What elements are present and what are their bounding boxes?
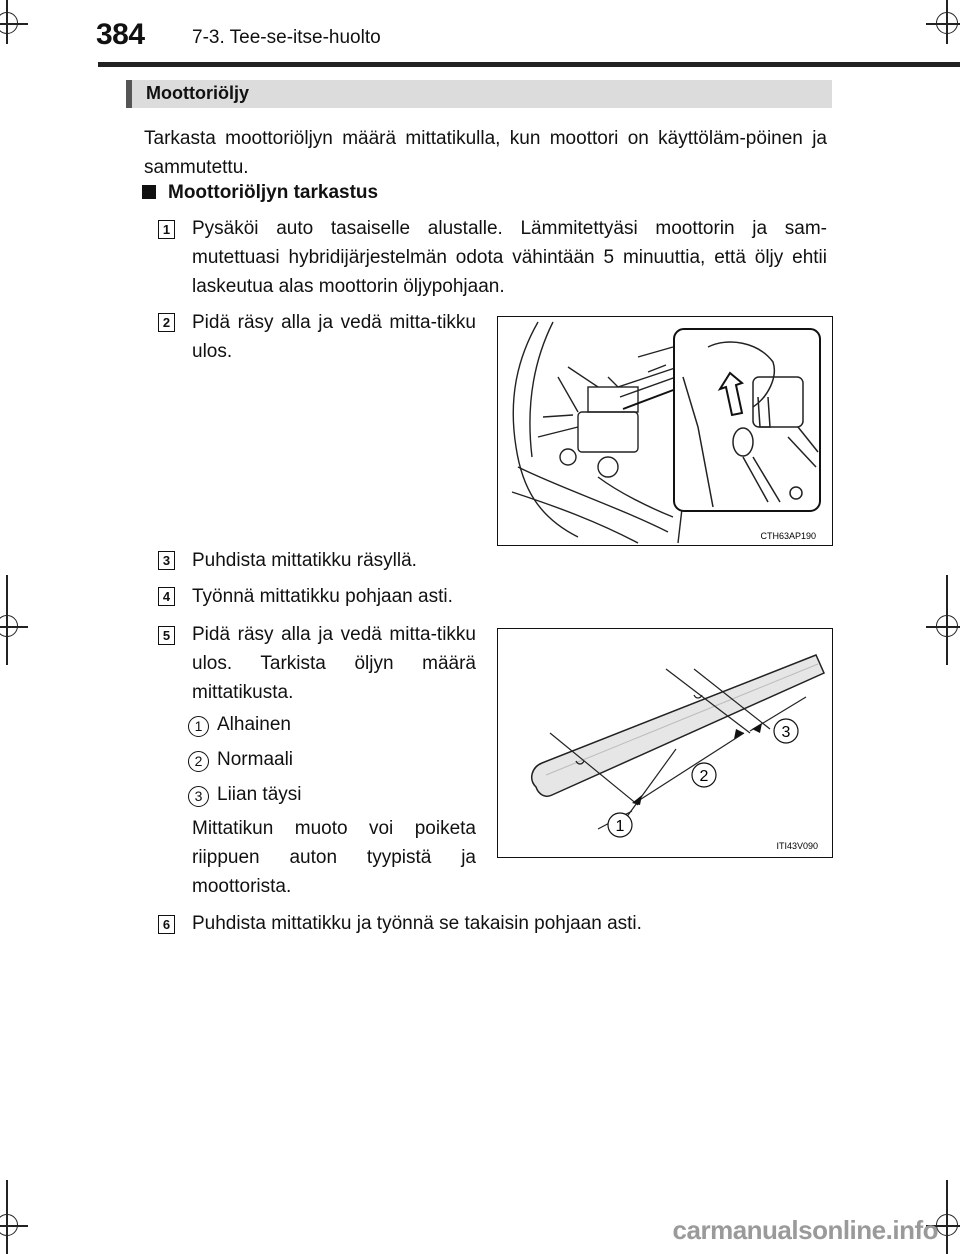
step-number-4: 4 (158, 587, 175, 606)
dipstick-note: Mittatikun muoto voi poiketa riippuen auton tyypistä ja moottorista. (192, 818, 476, 897)
dipstick-figure-code: ITI43V090 (776, 841, 818, 851)
step-number-1: 1 (158, 220, 175, 239)
level-label-3: Liian täysi (217, 784, 302, 805)
section-heading-bar (126, 80, 132, 108)
chapter-title: 7-3. Tee-se-itse-huolto (192, 27, 381, 48)
intro-paragraph: Tarkasta moottoriöljyn määrä mittatikulla, kun moottori on käyttöläm-pöinen ja sammutettu. (144, 128, 827, 178)
level-label-2: Normaali (217, 749, 294, 770)
engine-bay-illustration (498, 317, 832, 545)
dipstick-label-3: 3 (781, 724, 791, 741)
step-text-5: Pidä räsy alla ja vedä mitta-tikku ulos. Tarkista öljyn määrä mittatikusta. (192, 624, 476, 703)
step-number-6: 6 (158, 915, 175, 934)
dipstick-illustration (498, 629, 832, 857)
section-title: Moottoriöljy (146, 83, 249, 103)
section-heading (126, 80, 832, 108)
level-label-1: Alhainen (217, 714, 291, 735)
subsection-heading (142, 182, 378, 204)
step-number-3: 3 (158, 551, 175, 570)
header-rule (98, 62, 960, 67)
watermark: carmanualsonline.info (672, 1215, 938, 1245)
level-number-3: 3 (188, 786, 209, 807)
step-number-2: 2 (158, 313, 175, 332)
level-number-2: 2 (188, 751, 209, 772)
engine-bay-figure (497, 316, 833, 546)
dipstick-label-2: 2 (699, 768, 709, 785)
engine-figure-code: CTH63AP190 (760, 531, 816, 541)
step-text-6: Puhdista mittatikku ja työnnä se takaisin pohjaan asti. (192, 913, 642, 934)
dipstick-figure (497, 628, 833, 858)
step-number-5: 5 (158, 626, 175, 645)
square-bullet-icon (142, 185, 156, 199)
step-text-1: Pysäköi auto tasaiselle alustalle. Lämmitettyäsi moottorin ja sam-mutettuasi hybridijärjestelmän odota vähintään 5 minuuttia, että öljy ehtii laskeutua alas moottorin öljypohjaan. (192, 218, 827, 297)
level-number-1: 1 (188, 716, 209, 737)
step-text-4: Työnnä mittatikku pohjaan asti. (192, 586, 453, 607)
step-text-3: Puhdista mittatikku räsyllä. (192, 550, 417, 571)
subsection-title: Moottoriöljyn tarkastus (168, 182, 379, 203)
dipstick-label-1: 1 (615, 818, 625, 835)
page-number: 384 (96, 18, 145, 51)
step-text-2: Pidä räsy alla ja vedä mitta-tikku ulos. (192, 312, 476, 362)
